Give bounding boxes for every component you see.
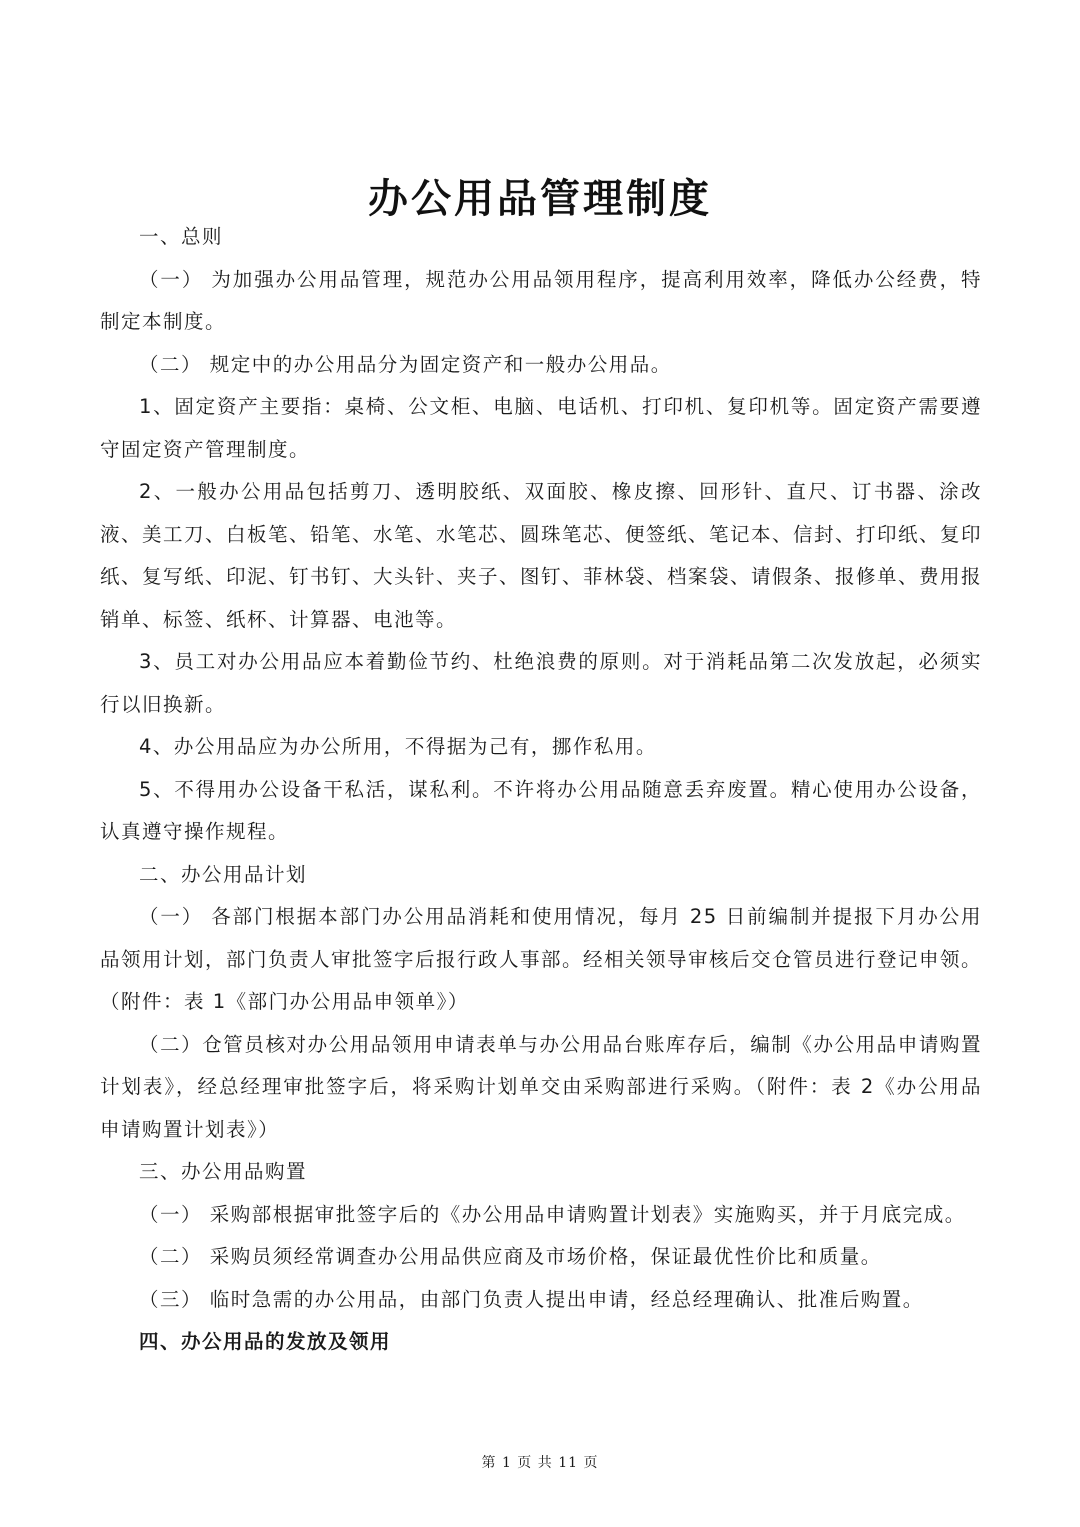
paragraph: 2、一般办公用品包括剪刀、透明胶纸、双面胶、橡皮擦、回形针、直尺、订书器、涂改液、美工刀、白板笔、铅笔、水笔、水笔芯、圆珠笔芯、便签纸、笔记本、信封、打印纸、复印纸、复写纸、印泥、钉书钉、大头针、夹子、图钉、菲林袋、档案袋、请假条、报修单、费用报销单、标签、纸杯、计算器、电池等。 bbox=[100, 480, 983, 631]
paragraph: （一） 采购部根据审批签字后的《办公用品申请购置计划表》实施购买，并于月底完成。 bbox=[139, 1202, 966, 1226]
paragraph: 5、不得用办公设备干私活，谋私利。不许将办公用品随意丢弃废置。精心使用办公设备，认真遵守操作规程。 bbox=[100, 777, 982, 843]
paragraph: （二） 规定中的办公用品分为固定资产和一般办公用品。 bbox=[139, 352, 672, 376]
section-heading-plan: 二、办公用品计划 bbox=[139, 862, 308, 886]
paragraph: 4、办公用品应为办公所用，不得据为己有，挪作私用。 bbox=[139, 735, 657, 758]
section-heading-purchase: 三、办公用品购置 bbox=[139, 1160, 308, 1183]
paragraph: （二）仓管员核对办公用品领用申请表单与办公用品台账库存后，编制《办公用品申请购置计划表》，经总经理审批签字后，将采购计划单交由采购部进行采购。（附件：表 2《办公用品申请购置计划表》） bbox=[100, 1032, 982, 1141]
paragraph: （一） 各部门根据本部门办公用品消耗和使用情况，每月 25 日前编制并提报下月办公用品领用计划，部门负责人审批签字后报行政人事部。经相关领导审核后交仓管员进行登记申领。（附件：表 1《部门办公用品申领单》） bbox=[100, 905, 983, 1013]
section-heading-general: 一、总则 bbox=[139, 225, 224, 248]
document-body bbox=[100, 216, 982, 1364]
document-title: 办公用品管理制度 bbox=[368, 175, 712, 222]
paragraph: （三） 临时急需的办公用品，由部门负责人提出申请，经总经理确认、批准后购置。 bbox=[139, 1287, 924, 1311]
paragraph: 1、固定资产主要指：桌椅、公文柜、电脑、电话机、打印机、复印机等。固定资产需要遵守固定资产管理制度。 bbox=[100, 395, 982, 461]
section-heading-distribution: 四、办公用品的发放及领用 bbox=[139, 1330, 392, 1353]
paragraph: （一） 为加强办公用品管理，规范办公用品领用程序，提高利用效率，降低办公经费，特制定本制度。 bbox=[100, 267, 982, 333]
page-footer: 第 1 页 共 11 页 bbox=[481, 1455, 599, 1471]
paragraph: （二） 采购员须经常调查办公用品供应商及市场价格，保证最优性价比和质量。 bbox=[139, 1245, 882, 1268]
paragraph: 3、员工对办公用品应本着勤俭节约、杜绝浪费的原则。对于消耗品第二次发放起，必须实行以旧换新。 bbox=[100, 650, 982, 716]
